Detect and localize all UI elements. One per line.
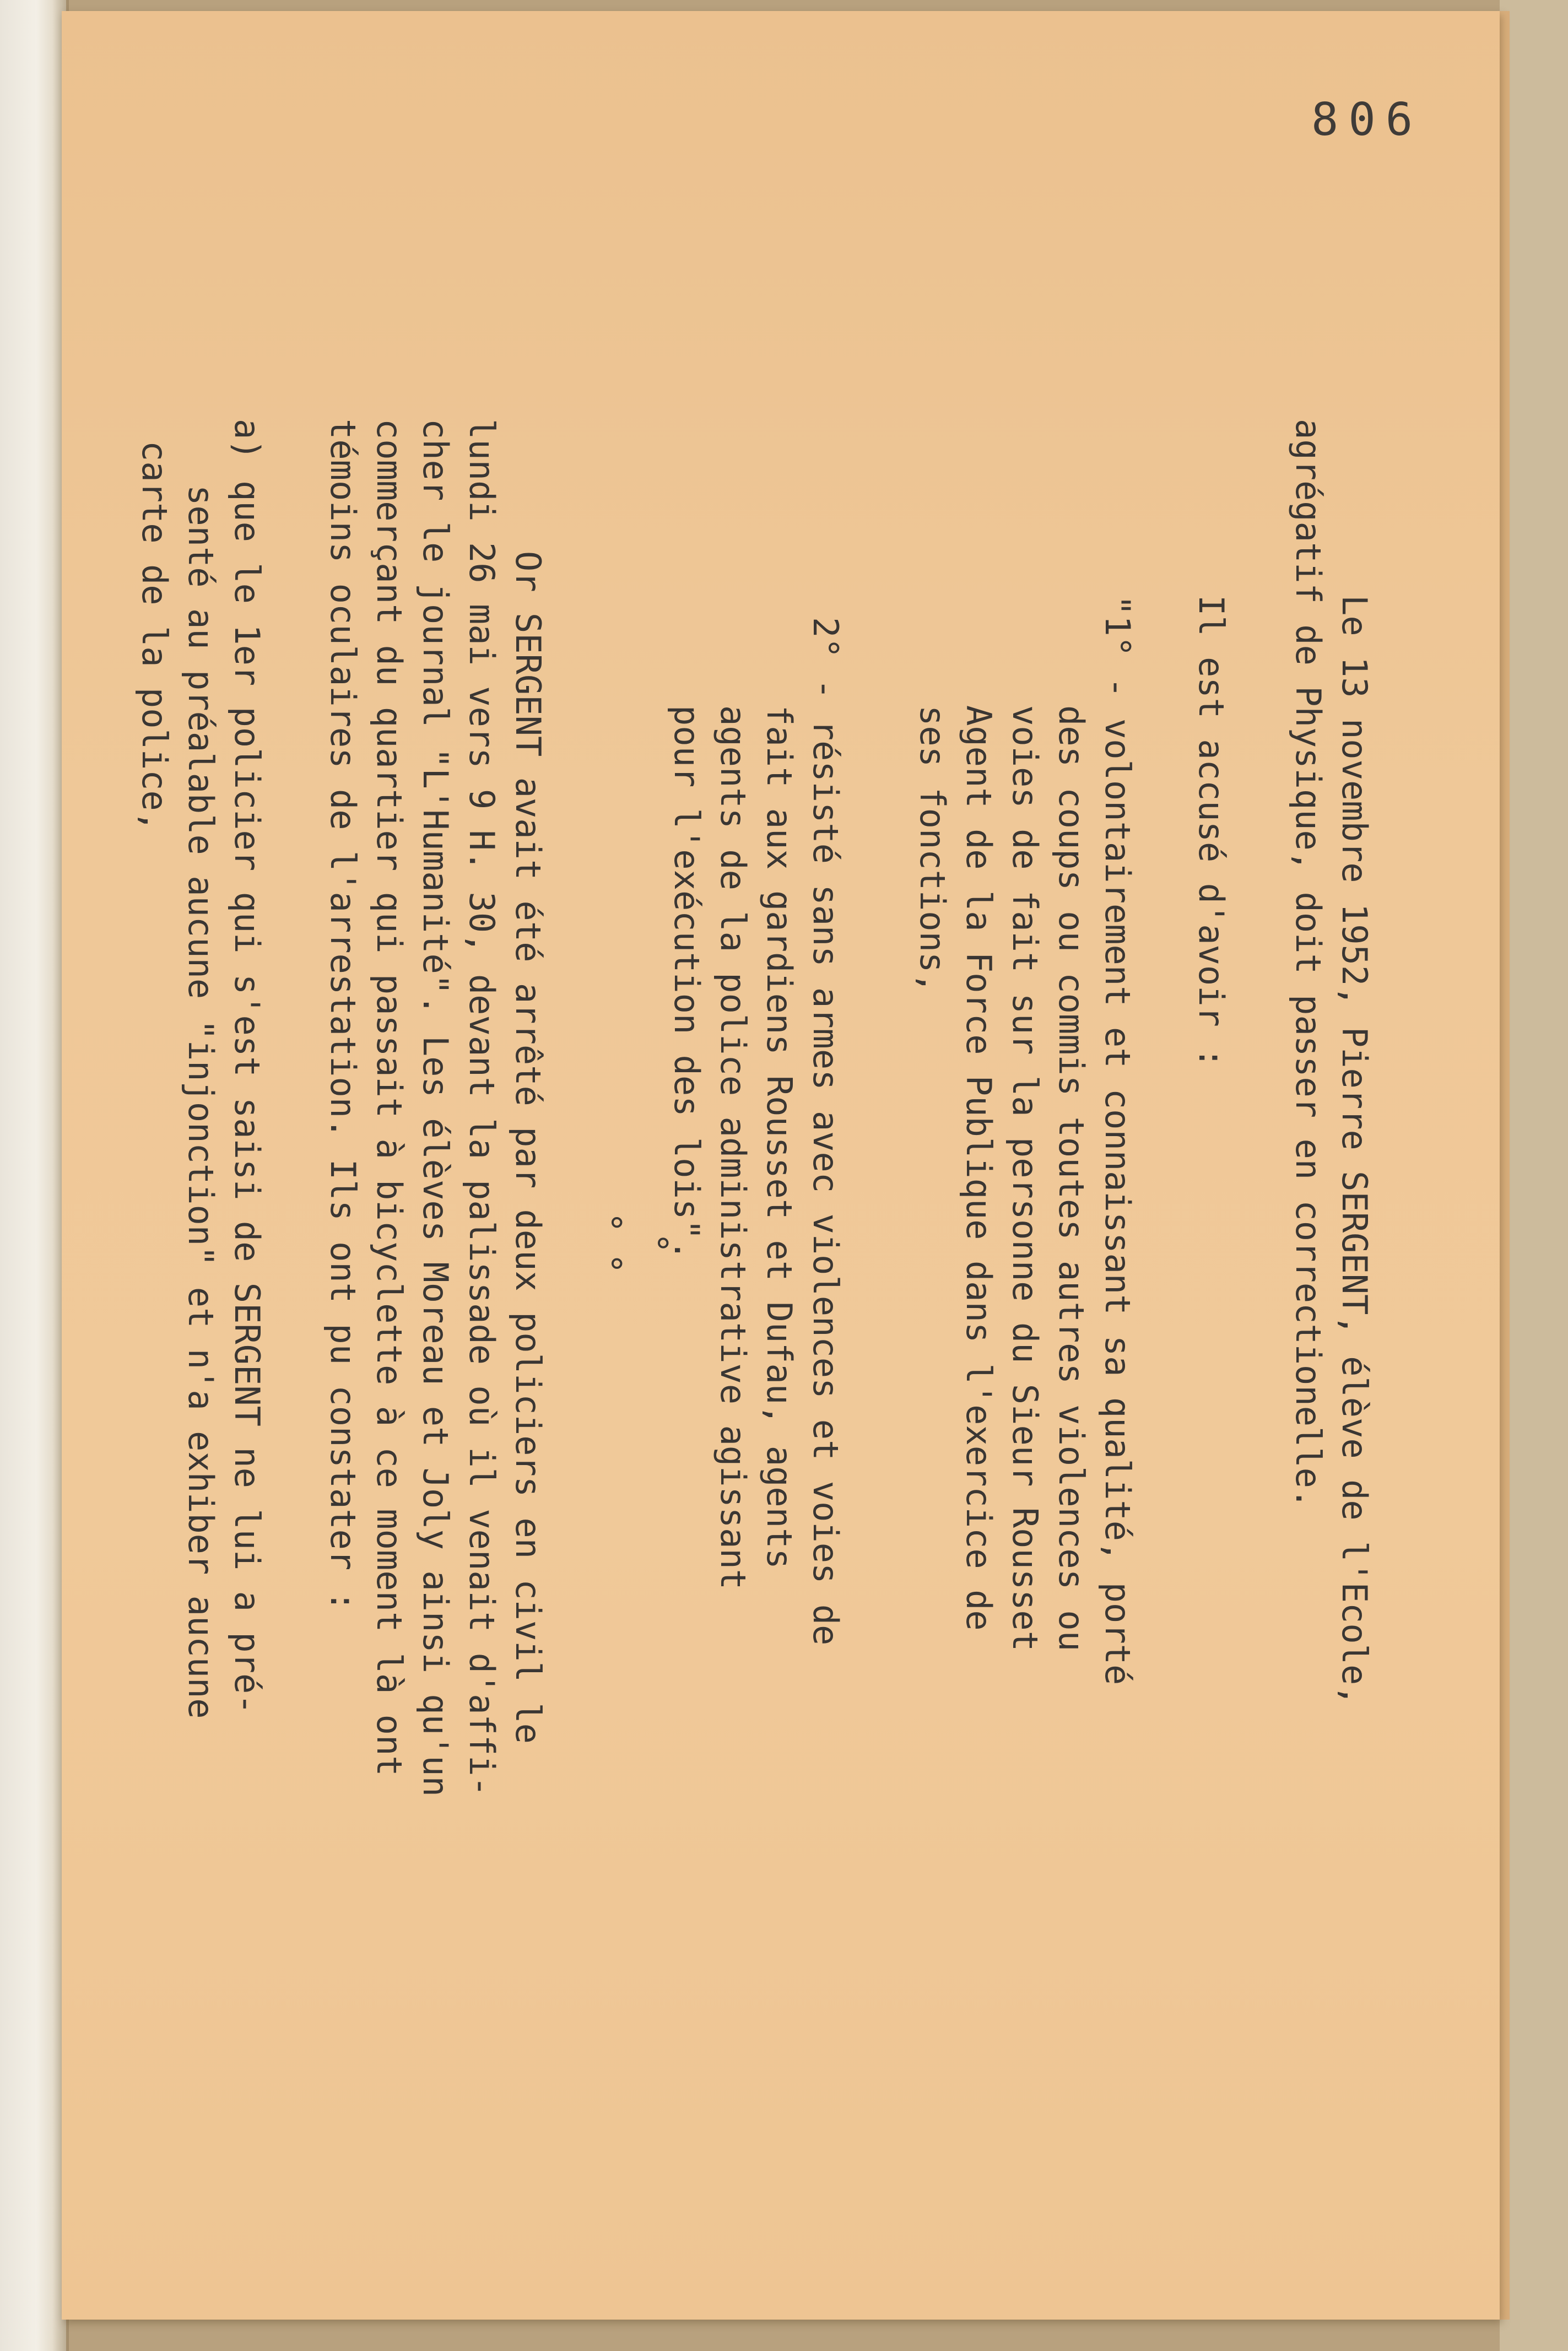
point-a-line-1: a) que le 1er policier qui s'est saisi de SERGENT ne lui a pré-	[227, 419, 267, 1715]
narrative-line-1: Or SERGENT avait été arrêté par deux policiers en civil le	[508, 551, 548, 1744]
charge2-line-3: agents de la police administrative agissant	[713, 705, 753, 1590]
page-number: 806	[1311, 94, 1423, 146]
charge2-line-2: fait aux gardiens Rousset et Dufau, agents	[759, 705, 799, 1569]
section-ornament: ° ° °	[588, 1212, 675, 1274]
narrative-line-5: témoins oculaires de l'arrestation. Ils ont pu constater :	[323, 419, 363, 1612]
intro-line-2: agrégatif de Physique, doit passer en correctionelle.	[1288, 419, 1328, 1509]
point-a-line-2: senté au préalable aucune "injonction" et n'a exhiber aucune	[181, 485, 221, 1719]
narrative-line-4: commerçant du quartier qui passait à bicyclette à ce moment là ont	[369, 419, 409, 1776]
narrative-line-2: lundi 26 mai vers 9 H. 30, devant la palissade où il venait d'affi-	[462, 419, 502, 1797]
charge2-line-1: 2° - résisté sans armes avec violences et voies de	[805, 617, 846, 1646]
charge1-line-4: Agent de la Force Publique dans l'exercice de	[959, 705, 999, 1631]
typed-text-block	[55, 419, 1377, 2292]
scan-margin	[1500, 0, 1568, 2351]
narrative-line-3: cher le journal "L'Humanité". Les élèves Moreau et Joly ainsi qu'un	[415, 419, 456, 1797]
point-a-line-3: carte de la police,	[134, 441, 175, 832]
charge1-line-2: des coups ou commis toutes autres violences ou	[1051, 705, 1091, 1652]
charge1-line-3: voies de fait sur la personne du Sieur Rousset	[1005, 705, 1045, 1652]
charge1-line-5: ses fonctions,	[912, 705, 953, 993]
intro-line-1: Le 13 novembre 1952, Pierre SERGENT, élève de l'Ecole,	[1334, 595, 1375, 1706]
accused-line: Il est accusé d'avoir :	[1191, 595, 1231, 1068]
charge1-line-1: "1° - volontairement et connaissant sa qualité, porté	[1097, 595, 1138, 1685]
charge2-line-4: pour l'exécution des lois".	[667, 705, 707, 1261]
